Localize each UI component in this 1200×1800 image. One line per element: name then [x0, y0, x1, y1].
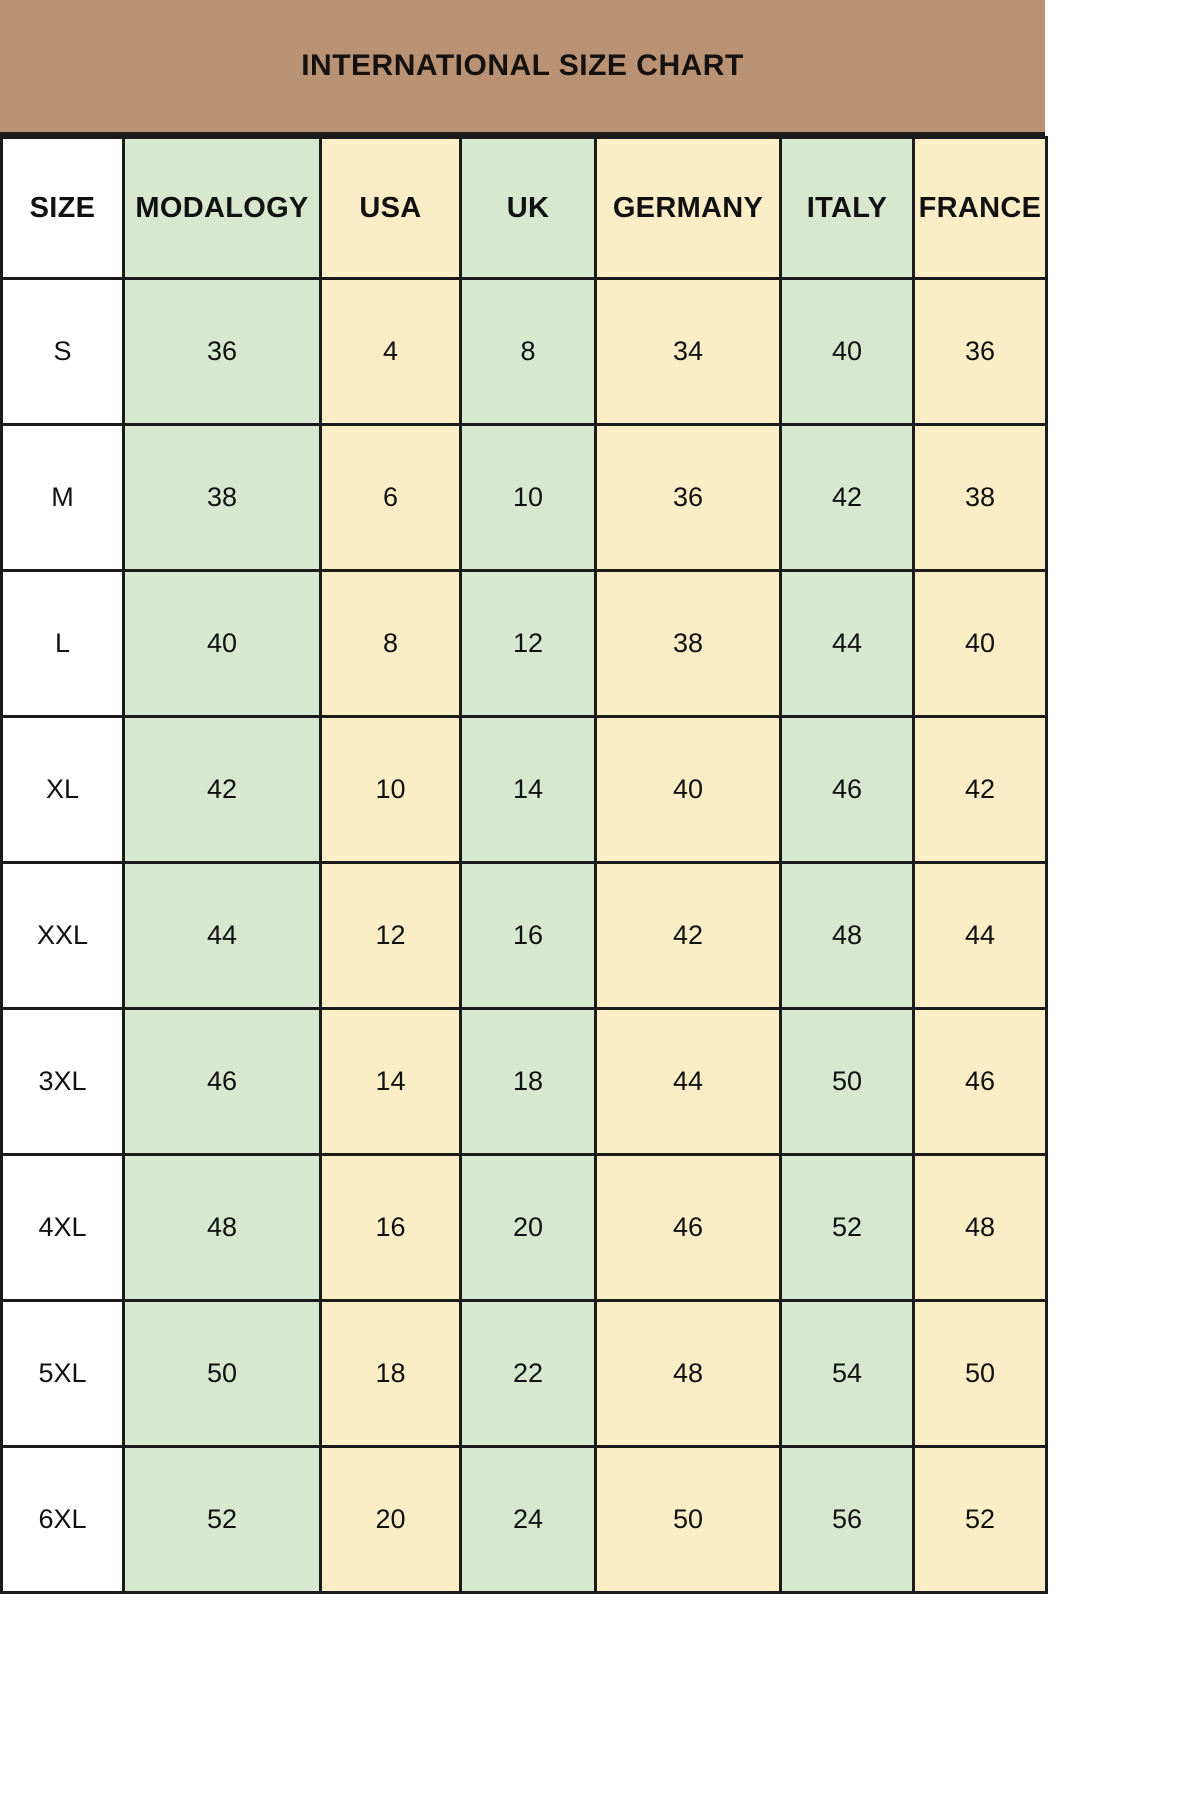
cell-france: 38	[914, 425, 1047, 571]
cell-uk: 24	[461, 1447, 596, 1593]
table-row	[2, 571, 1047, 717]
cell-italy: 56	[781, 1447, 914, 1593]
cell-size: 6XL	[2, 1447, 124, 1593]
cell-size: M	[2, 425, 124, 571]
cell-uk: 16	[461, 863, 596, 1009]
cell-france: 42	[914, 717, 1047, 863]
cell-uk: 8	[461, 279, 596, 425]
cell-modalogy: 50	[124, 1301, 321, 1447]
table-body	[2, 279, 1047, 1593]
column-header-uk: UK	[461, 138, 596, 279]
cell-usa: 8	[321, 571, 461, 717]
cell-usa: 16	[321, 1155, 461, 1301]
cell-size: XXL	[2, 863, 124, 1009]
table-header	[2, 138, 1047, 279]
cell-uk: 12	[461, 571, 596, 717]
table-row	[2, 1155, 1047, 1301]
cell-italy: 44	[781, 571, 914, 717]
cell-uk: 18	[461, 1009, 596, 1155]
cell-germany: 40	[596, 717, 781, 863]
cell-italy: 54	[781, 1301, 914, 1447]
cell-size: L	[2, 571, 124, 717]
cell-uk: 20	[461, 1155, 596, 1301]
cell-size: 4XL	[2, 1155, 124, 1301]
page-title: INTERNATIONAL SIZE CHART	[301, 49, 744, 82]
cell-france: 44	[914, 863, 1047, 1009]
cell-italy: 52	[781, 1155, 914, 1301]
table-row	[2, 1447, 1047, 1593]
table-row	[2, 717, 1047, 863]
cell-uk: 22	[461, 1301, 596, 1447]
table-row	[2, 279, 1047, 425]
column-header-usa: USA	[321, 138, 461, 279]
cell-germany: 38	[596, 571, 781, 717]
cell-italy: 40	[781, 279, 914, 425]
cell-size: S	[2, 279, 124, 425]
table-row	[2, 1301, 1047, 1447]
cell-usa: 10	[321, 717, 461, 863]
cell-france: 46	[914, 1009, 1047, 1155]
table-row	[2, 863, 1047, 1009]
cell-modalogy: 38	[124, 425, 321, 571]
cell-italy: 48	[781, 863, 914, 1009]
cell-usa: 12	[321, 863, 461, 1009]
cell-modalogy: 42	[124, 717, 321, 863]
table-row	[2, 425, 1047, 571]
cell-uk: 14	[461, 717, 596, 863]
cell-modalogy: 52	[124, 1447, 321, 1593]
cell-usa: 20	[321, 1447, 461, 1593]
cell-germany: 42	[596, 863, 781, 1009]
cell-france: 50	[914, 1301, 1047, 1447]
column-header-modalogy: MODALOGY	[124, 138, 321, 279]
chart-title-bar	[0, 0, 1045, 136]
column-header-italy: ITALY	[781, 138, 914, 279]
cell-germany: 36	[596, 425, 781, 571]
cell-france: 36	[914, 279, 1047, 425]
cell-germany: 50	[596, 1447, 781, 1593]
cell-modalogy: 44	[124, 863, 321, 1009]
cell-germany: 48	[596, 1301, 781, 1447]
size-conversion-table	[0, 136, 1048, 1594]
cell-modalogy: 36	[124, 279, 321, 425]
table-header-row	[2, 138, 1047, 279]
cell-size: XL	[2, 717, 124, 863]
cell-germany: 34	[596, 279, 781, 425]
cell-usa: 18	[321, 1301, 461, 1447]
column-header-size: SIZE	[2, 138, 124, 279]
table-row	[2, 1009, 1047, 1155]
cell-usa: 4	[321, 279, 461, 425]
cell-modalogy: 40	[124, 571, 321, 717]
cell-usa: 6	[321, 425, 461, 571]
cell-italy: 42	[781, 425, 914, 571]
cell-france: 52	[914, 1447, 1047, 1593]
cell-modalogy: 46	[124, 1009, 321, 1155]
cell-modalogy: 48	[124, 1155, 321, 1301]
cell-uk: 10	[461, 425, 596, 571]
cell-usa: 14	[321, 1009, 461, 1155]
cell-size: 3XL	[2, 1009, 124, 1155]
cell-france: 40	[914, 571, 1047, 717]
cell-size: 5XL	[2, 1301, 124, 1447]
cell-italy: 46	[781, 717, 914, 863]
cell-germany: 46	[596, 1155, 781, 1301]
cell-germany: 44	[596, 1009, 781, 1155]
column-header-france: FRANCE	[914, 138, 1047, 279]
cell-italy: 50	[781, 1009, 914, 1155]
column-header-germany: GERMANY	[596, 138, 781, 279]
cell-france: 48	[914, 1155, 1047, 1301]
